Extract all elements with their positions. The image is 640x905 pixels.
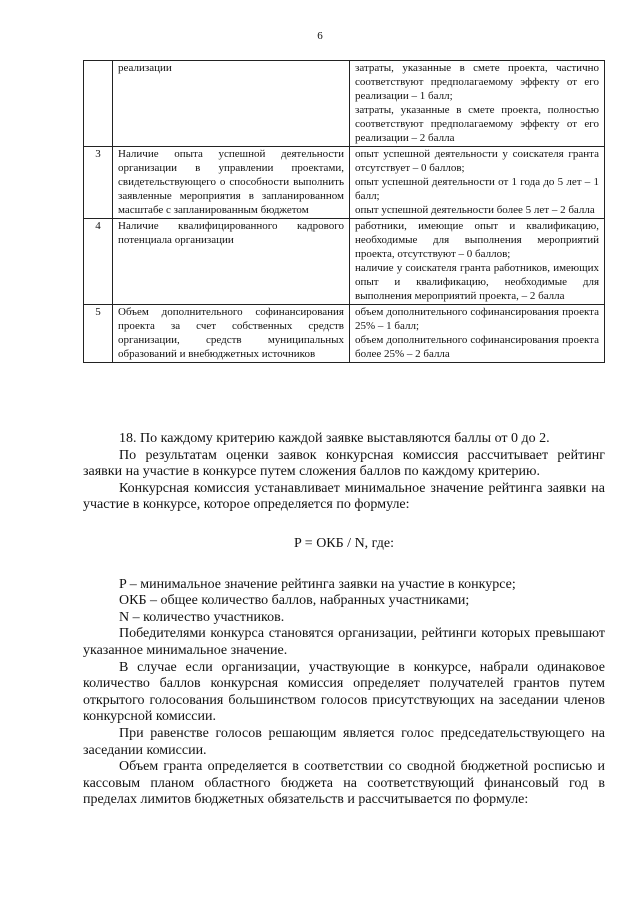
table-row [84, 147, 605, 219]
formula: P = ОКБ / N, где: [294, 535, 394, 551]
definition-n: N – количество участников. [119, 609, 285, 625]
table-row [84, 61, 605, 147]
score-text: работники, имеющие опыт и квалификацию, необходимые для выполнения мероприятий проекта, отсутствуют – 0 баллов; [355, 220, 599, 260]
criterion-cell [113, 61, 350, 147]
page-number: 6 [317, 30, 323, 42]
criterion-text: Наличие опыта успешной деятельности организации в управлении проектами, свидетельствующего о способности выполнить заявленные мероприятия в запланированном масштабе с запланированным бюджетом [118, 148, 344, 216]
criterion-cell [113, 219, 350, 305]
criterion-text: реализации [118, 62, 172, 74]
row-number [84, 61, 113, 147]
row-number: 3 [84, 147, 113, 219]
score-cell [350, 61, 605, 147]
score-cell [350, 147, 605, 219]
paragraph-min-value: Конкурсная комиссия устанавливает минимальное значение рейтинга заявки на участие в конкурсе, которое определяется по формуле: [83, 480, 605, 513]
paragraph-tie-vote: При равенстве голосов решающим является голос председательствующего на заседании комиссии. [83, 725, 605, 758]
score-text: затраты, указанные в смете проекта, полностью соответствуют предполагаемому эффекту от его реализации – 2 балла [355, 104, 599, 144]
score-text: объем дополнительного софинансирования проекта 25% – 1 балл; [355, 306, 599, 332]
score-text: наличие у соискателя гранта работников, имеющих опыт и квалификацию, необходимые для выполнения мероприятий проекта, – 2 балла [355, 262, 599, 302]
score-text: объем дополнительного софинансирования проекта более 25% – 2 балла [355, 334, 599, 360]
table-row [84, 219, 605, 305]
score-text: опыт успешной деятельности от 1 года до 5 лет – 1 балл; [355, 176, 599, 202]
criterion-cell [113, 147, 350, 219]
score-cell [350, 305, 605, 363]
criterion-text: Наличие квалифицированного кадрового потенциала организации [118, 220, 344, 246]
paragraph-rating: По результатам оценки заявок конкурсная комиссия рассчитывает рейтинг заявки на участие в конкурсе путем сложения баллов по каждому критерию. [83, 447, 605, 480]
row-number: 4 [84, 219, 113, 305]
criterion-text: Объем дополнительного софинансирования проекта за счет собственных средств организации, средств муниципальных образований и внебюджетных источников [118, 306, 344, 360]
definition-p: P – минимальное значение рейтинга заявки на участие в конкурсе; [119, 576, 516, 592]
criterion-cell [113, 305, 350, 363]
criteria-table [83, 60, 605, 363]
paragraph-18: 18. По каждому критерию каждой заявке выставляются баллы от 0 до 2. [119, 431, 550, 446]
definition-okb: ОКБ – общее количество баллов, набранных участниками; [119, 593, 470, 609]
paragraph-equal-scores: В случае если организации, участвующие в конкурсе, набрали одинаковое количество баллов конкурсная комиссия определяет получателей грантов путем открытого голосования большинством голосов присутствующих на заседании членов конкурсной комиссии. [83, 659, 605, 725]
paragraph-grant-volume: Объем гранта определяется в соответствии со сводной бюджетной росписью и кассовым планом областного бюджета на соответствующий финансовый год в пределах лимитов бюджетных обязательств и рассчитывается по формуле: [83, 759, 605, 808]
score-text: опыт успешной деятельности у соискателя гранта отсутствует – 0 баллов; [355, 148, 599, 174]
paragraph-winners: Победителями конкурса становятся организации, рейтинги которых превышают указанное минимальное значение. [83, 626, 605, 658]
table-row [84, 305, 605, 363]
score-cell [350, 219, 605, 305]
body-text [83, 431, 605, 809]
row-number: 5 [84, 305, 113, 363]
score-text: затраты, указанные в смете проекта, частично соответствуют предполагаемому эффекту от его реализации – 1 балл; [355, 62, 599, 102]
score-text: опыт успешной деятельности более 5 лет – 2 балла [355, 204, 595, 216]
